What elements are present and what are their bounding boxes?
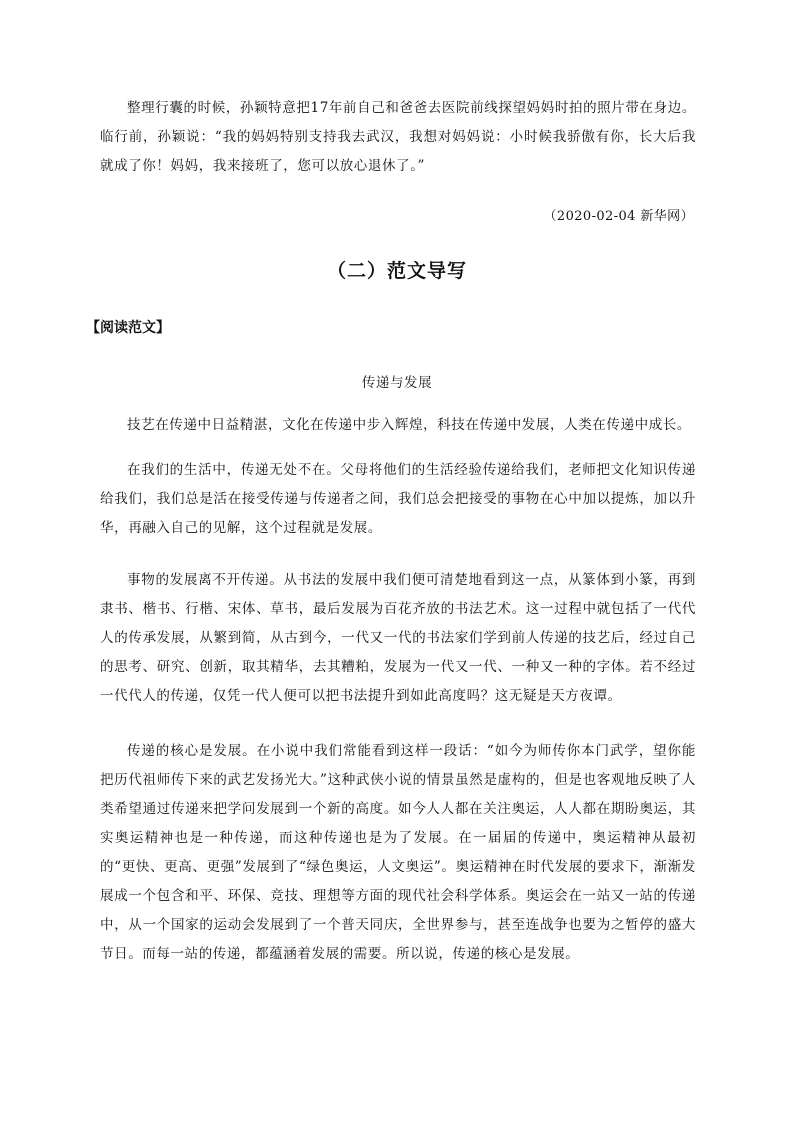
source-citation: （2020-02-04 新华网） — [543, 209, 694, 224]
essay-paragraph: 在我们的生活中，传递无处不在。父母将他们的生活经验传递给我们，老师把文化知识传递给我们，我们总是活在接受传递与传递者之间，我们总会把接受的事物在心中加以提炼，加以升华，再融入自己的见解，这个过程就是发展。 — [100, 462, 696, 536]
essay-title: 传递与发展 — [361, 375, 433, 391]
essay-paragraph: 技艺在传递中日益精湛，文化在传递中步入辉煌，科技在传递中发展，人类在传递中成长。 — [127, 417, 691, 433]
intro-paragraph: 整理行囊的时候，孙颖特意把17年前自己和爸爸去医院前线探望妈妈时拍的照片带在身边。临行前，孙颖说：“我的妈妈特别支持我去武汉，我想对妈妈说：小时候我骄傲有你，长大后我就成了你！妈妈，我来接班了，您可以放心退休了。” — [100, 100, 696, 174]
essay-paragraph: 传递的核心是发展。在小说中我们常能看到这样一段话：“如今为师传你本门武学，望你能把历代祖师传下来的武艺发扬光大。”这种武侠小说的情景虽然是虚构的，但是也客观地反映了人类希望通过传递来把学问发展到一个新的高度。如今人人都在关注奥运，人人都在期盼奥运，其实奥运精神也是一种传递，而这种传递也是为了发展。在一届届的传递中，奥运精神从最初的“更快、更高、更强”发展到了“绿色奥运，人文奥运”。奥运精神在时代发展的要求下，渐渐发展成一个包含和平、环保、竞技、理想等方面的现代社会科学体系。奥运会在一站又一站的传递中，从一个国家的运动会发展到了一个普天同庆，全世界参与，甚至连战争也要为之暂停的盛大节日。而每一站的传递，都蕴涵着发展的需要。所以说，传递的核心是发展。 — [100, 743, 696, 962]
section-label: 【阅读范文】 — [86, 320, 170, 336]
section-title: （二）范文导写 — [326, 260, 467, 282]
essay-paragraph: 事物的发展离不开传递。从书法的发展中我们便可清楚地看到这一点，从篆体到小篆，再到隶书、楷书、行楷、宋体、草书，最后发展为百花齐放的书法艺术。这一过程中就包括了一代代人的传承发展，从繁到简，从古到今，一代又一代的书法家们学到前人传递的技艺后，经过自己的思考、研究、创新，取其精华，去其糟粕，发展为一代又一代、一种又一种的字体。若不经过一代代人的传递，仅凭一代人便可以把书法提升到如此高度吗？这无疑是天方夜谭。 — [100, 572, 696, 704]
